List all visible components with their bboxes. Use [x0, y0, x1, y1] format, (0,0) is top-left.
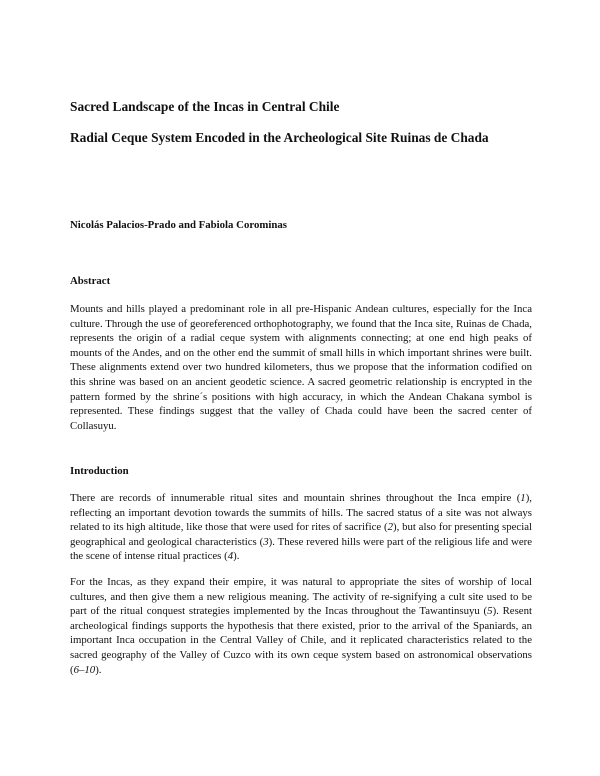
citation-ref: 4 — [227, 550, 234, 563]
intro-p2-text-1: For the Incas, as they expand their empire, it was natural to appropriate the sites of worship of local cultures, and then give them a new religious meaning. The activity of re-signifying a cult site used to be part of the ritual conquest strategies implemented by the Incas throughout the Tawantinsuyu ( — [70, 576, 532, 618]
author-line: Nicolás Palacios-Prado and Fabiola Corominas — [70, 219, 287, 231]
citation-ref: 6–10 — [73, 663, 96, 676]
abstract-heading: Abstract — [70, 275, 111, 287]
citation-ref: 5 — [487, 605, 493, 618]
paper-title: Sacred Landscape of the Incas in Central Chile — [70, 99, 340, 114]
paper-subtitle: Radial Ceque System Encoded in the Archeological Site Ruinas de Chada — [70, 130, 489, 145]
intro-p1-text-5: ). — [233, 550, 240, 563]
intro-p1-text-1: There are records of innumerable ritual sites and mountain shrines throughout the Inca empire ( — [70, 492, 521, 504]
intro-p1-text-4: ). These revered hills were part of the religious life and were the scene of intense ritual practices ( — [70, 535, 533, 563]
citation-ref: 2 — [387, 521, 393, 534]
intro-p1-text-3: ), but also for presenting special geographical and geological characteristics ( — [70, 521, 532, 548]
introduction-heading: Introduction — [70, 465, 129, 477]
abstract-text: Mounts and hills played a predominant role in all pre-Hispanic Andean cultures, especially for the Inca culture. Through the use of georeferenced orthophotography, we found that the Inca site, Ruinas de Chada, represents the origin of a radial ceque system with alignments connecting; at one end high peaks of mounts of the Andes, and on the other end the summit of small hills in which important shrines were built. These alignments extend over two hundred kilometers, thus we propose that the information codified on this shrine was based on an ancient geodetic science. A sacred geometric relationship is encrypted in the pattern formed by the shrine´s positions with high accuracy, in which the Andean Chakana symbol is represented. These findings suggest that the valley of Chada could have been the sacred center of Collasuyu. — [70, 303, 532, 432]
intro-p1-text-2: ), reflecting an important devotion towards the summits of hills. The sacred status of a site was not always related to its high altitude, like those that were used for rites of sacrifice ( — [70, 492, 532, 534]
citation-ref: 3 — [263, 535, 269, 548]
intro-paragraph-2 — [70, 575, 532, 677]
intro-paragraph-1 — [70, 491, 532, 564]
citation-ref: 1 — [520, 492, 526, 504]
intro-p2-text-3: ). — [95, 663, 102, 676]
intro-p2-text-2: ). Resent archeological findings supports the hypothesis that there existed, prior to the arrival of the Spaniards, an important Inca occupation in the Central Valley of Chile, and it replicated characteristics related to the sacred geography of the Valley of Cuzco with its own ceque system based on astronomical observations ( — [70, 605, 532, 676]
